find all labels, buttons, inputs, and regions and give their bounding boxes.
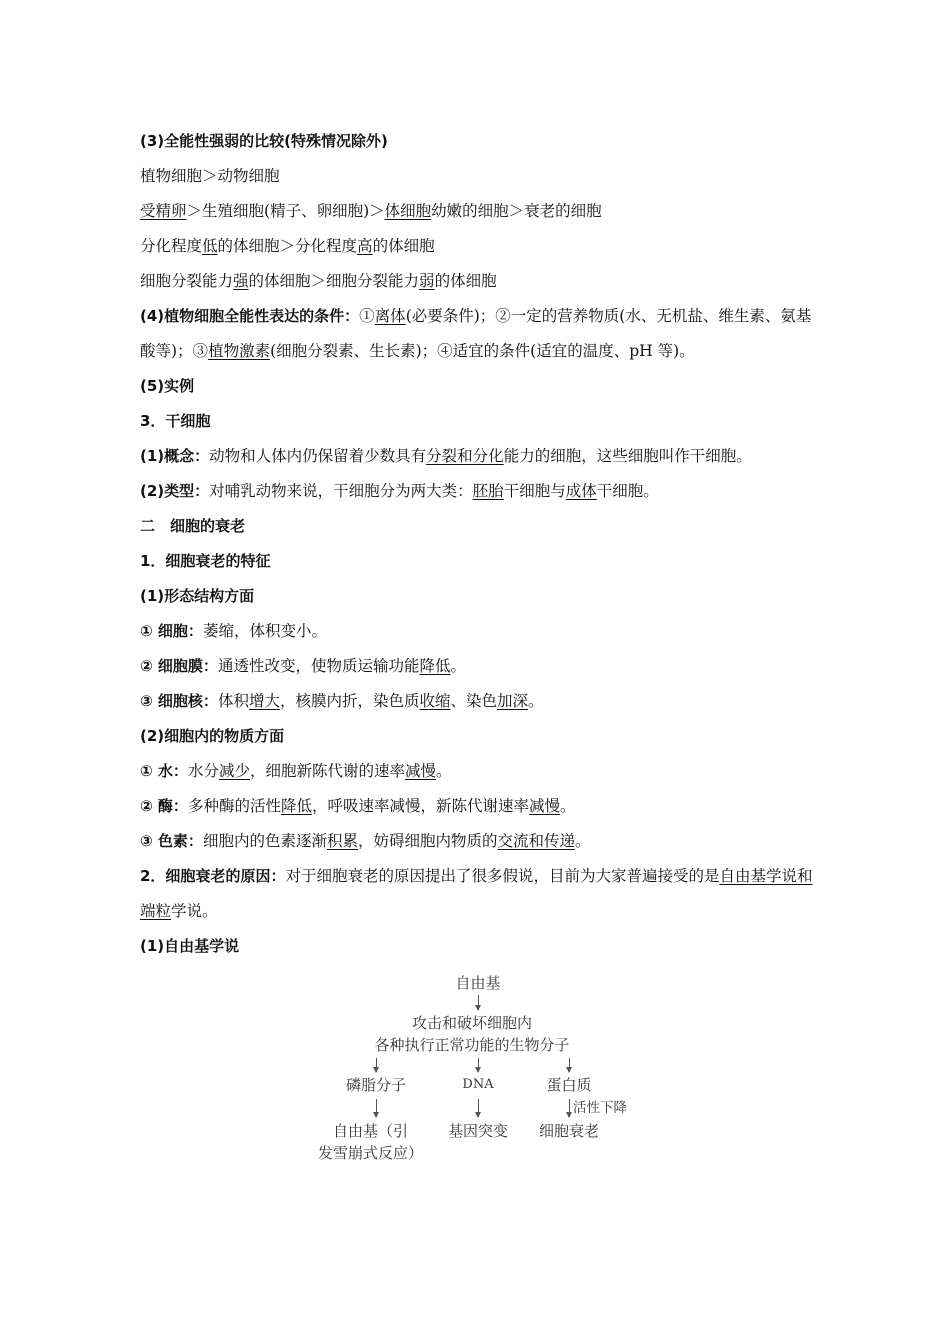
arrow-down-icon — [376, 1058, 377, 1072]
arrow-down-icon — [478, 995, 479, 1010]
body-text: ＞生殖细胞(精子、卵细胞)＞ — [186, 202, 385, 220]
bold-heading-text: (3)全能性强弱的比较(特殊情况除外) — [140, 132, 388, 150]
body-text: ，核膜内折，染色质 — [279, 692, 420, 710]
bold-heading-text: 1．细胞衰老的特征 — [140, 552, 271, 570]
arrow-down-icon — [478, 1099, 479, 1117]
diagram-node-free-radical: 自由基 — [455, 974, 501, 992]
body-text: 的体细胞 — [372, 237, 435, 255]
underlined-answer-text: 降低 — [280, 797, 312, 815]
underlined-answer-text: 弱 — [419, 272, 435, 290]
bold-heading-text: ① 水： — [140, 762, 188, 780]
body-text: 。 — [450, 657, 466, 675]
underlined-answer-text: 成体 — [565, 482, 597, 500]
body-text: ① — [359, 307, 375, 325]
arrow-down-icon — [569, 1058, 570, 1072]
body-text: 细胞内的色素逐渐 — [202, 832, 327, 850]
underlined-answer-text: 高 — [357, 237, 373, 255]
bold-heading-text: (4)植物细胞全能性表达的条件： — [140, 307, 360, 325]
underlined-answer-text: 积累 — [326, 832, 358, 850]
body-text: 的体细胞＞细胞分裂能力 — [248, 272, 420, 290]
body-text: 、染色 — [450, 692, 498, 710]
diagram-node-gene-mutation: 基因突变 — [447, 1122, 509, 1140]
body-text: 多种酶的活性 — [187, 797, 281, 815]
body-text: 的体细胞 — [434, 272, 497, 290]
body-text: 对哺乳动物来说，干细胞分为两大类： — [209, 482, 473, 500]
body-text: 能力的细胞，这些细胞叫作干细胞。 — [503, 447, 752, 465]
underlined-answer-text: 减少 — [218, 762, 250, 780]
bold-heading-text: ③ 色素： — [140, 832, 203, 850]
body-text: 。 — [436, 762, 452, 780]
body-text: 干细胞与 — [503, 482, 566, 500]
body-text: 通透性改变，使物质运输功能 — [217, 657, 420, 675]
diagram-node-dna: DNA — [462, 1077, 494, 1092]
underlined-answer-text: 低 — [202, 237, 218, 255]
bold-heading-text: (1)形态结构方面 — [140, 587, 255, 605]
diagram-node-biomolecules: 各种执行正常功能的生物分子 — [374, 1036, 570, 1054]
underlined-answer-text: 分裂和分化 — [426, 447, 504, 465]
body-text: 。 — [528, 692, 544, 710]
body-text: 对于细胞衰老的原因提出了很多假说，目前为大家普遍接受的是 — [285, 867, 720, 885]
body-text: 萎缩，体积变小。 — [202, 622, 327, 640]
body-text: (必要条件)；②一定的营养物质(水、无机盐、维生素、氨基酸等)；③ — [140, 307, 812, 360]
bold-heading-text: ① 细胞： — [140, 622, 203, 640]
body-text: 分化程度 — [140, 237, 203, 255]
underlined-answer-text: 体细胞 — [384, 202, 432, 220]
bold-heading-text: (1)概念： — [140, 447, 210, 465]
body-text: 幼嫩的细胞＞衰老的细胞 — [431, 202, 602, 220]
body-text: 。 — [560, 797, 576, 815]
underlined-answer-text: 交流和传递 — [497, 832, 575, 850]
bold-heading-text: (1)自由基学说 — [140, 937, 240, 955]
bold-heading-text: ③ 细胞核： — [140, 692, 218, 710]
body-text: (细胞分裂素、生长素)；④适宜的条件(适宜的温度、pH 等)。 — [270, 342, 695, 360]
underlined-answer-text: 植物激素 — [208, 342, 271, 360]
arrow-down-icon — [478, 1058, 479, 1072]
underlined-answer-text: 自由基学说和端粒 — [140, 867, 813, 920]
diagram-node-free-radical-result-cont: 发雪崩式反应） — [318, 1144, 424, 1162]
underlined-answer-text: 减慢 — [528, 797, 560, 815]
bold-heading-text: (5)实例 — [140, 377, 195, 395]
underlined-answer-text: 增大 — [248, 692, 280, 710]
bold-heading-text: ② 细胞膜： — [140, 657, 218, 675]
diagram-node-cell-aging: 细胞衰老 — [538, 1122, 600, 1140]
body-text: 水分 — [187, 762, 219, 780]
bold-heading-text: 二 细胞的衰老 — [140, 517, 246, 535]
underlined-answer-text: 离体 — [374, 307, 406, 325]
edge-label-activity-decline: 活性下降 — [573, 1100, 627, 1116]
body-text: ，细胞新陈代谢的速率 — [249, 762, 405, 780]
body-text: 植物细胞＞动物细胞 — [140, 167, 280, 185]
diagram-node-protein: 蛋白质 — [546, 1076, 592, 1094]
arrow-down-icon — [569, 1099, 570, 1117]
body-text: 干细胞。 — [596, 482, 659, 500]
underlined-answer-text: 加深 — [497, 692, 529, 710]
bold-heading-text: ② 酶： — [140, 797, 188, 815]
diagram-node-free-radical-result: 自由基（引 — [333, 1122, 409, 1140]
underlined-answer-text: 减慢 — [404, 762, 436, 780]
body-text: 。 — [575, 832, 591, 850]
diagram-node-phospholipid: 磷脂分子 — [345, 1076, 407, 1094]
underlined-answer-text: 强 — [233, 272, 249, 290]
arrow-down-icon — [376, 1099, 377, 1117]
underlined-answer-text: 受精卵 — [140, 202, 187, 220]
body-text: ，呼吸速率减慢，新陈代谢速率 — [311, 797, 529, 815]
body-text: 学说。 — [171, 902, 218, 920]
body-text: 细胞分裂能力 — [140, 272, 234, 290]
underlined-answer-text: 收缩 — [419, 692, 451, 710]
body-text: ，妨碍细胞内物质的 — [357, 832, 498, 850]
body-text: 动物和人体内仍保留着少数具有 — [209, 447, 427, 465]
diagram-node-attack: 攻击和破坏细胞内 — [411, 1014, 533, 1032]
body-text: 体积 — [217, 692, 249, 710]
underlined-answer-text: 胚胎 — [472, 482, 504, 500]
bold-heading-text: 3．干细胞 — [140, 412, 211, 430]
bold-heading-text: (2)细胞内的物质方面 — [140, 727, 285, 745]
body-text: 的体细胞＞分化程度 — [217, 237, 358, 255]
underlined-answer-text: 降低 — [419, 657, 451, 675]
bold-heading-text: (2)类型： — [140, 482, 210, 500]
bold-heading-text: 2．细胞衰老的原因： — [140, 867, 286, 885]
